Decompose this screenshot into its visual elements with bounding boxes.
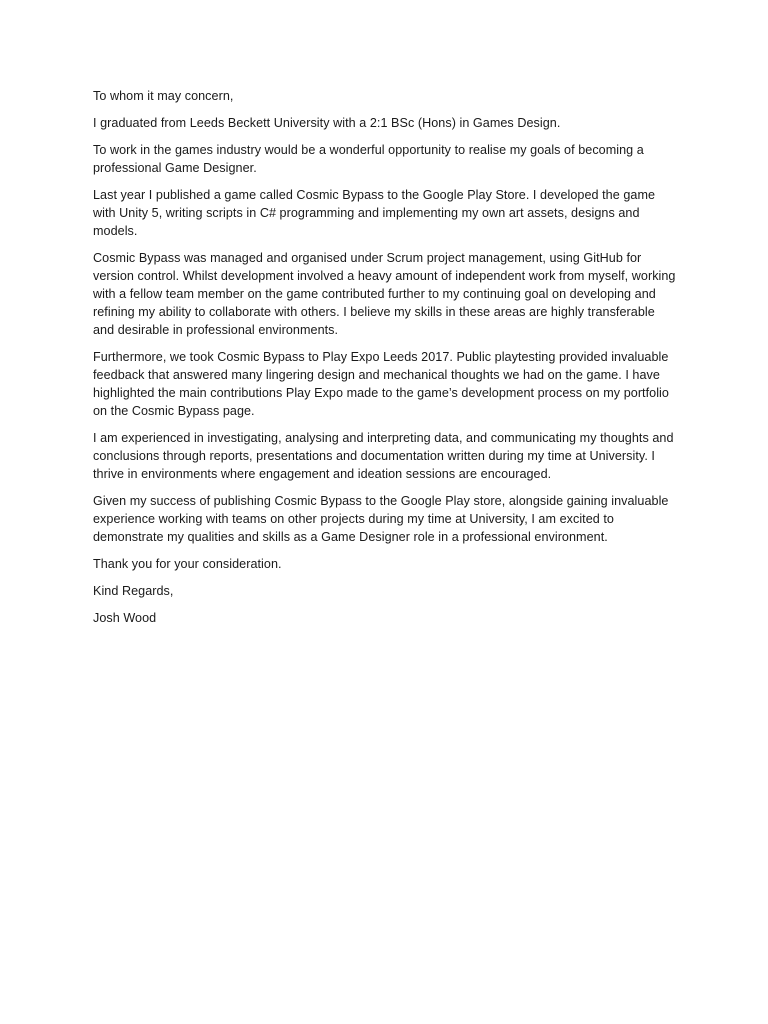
paragraph-experience: I am experienced in investigating, analysing and interpreting data, and communicating my thoughts and conclusions through reports, presentations and documentation written during my time at University. I thrive in environments where engagement and ideation sessions are encouraged.: [93, 431, 674, 481]
paragraph-published-game: Last year I published a game called Cosmic Bypass to the Google Play Store. I developed the game with Unity 5, writing scripts in C# programming and implementing my own art assets, designs and models.: [93, 188, 656, 238]
signature-name: Josh Wood: [93, 611, 157, 625]
thanks-line: Thank you for your consideration.: [93, 557, 282, 571]
paragraph-goal: To work in the games industry would be a wonderful opportunity to realise my goals of becoming a professional Game Designer.: [93, 143, 644, 175]
salutation: To whom it may concern,: [93, 89, 234, 103]
paragraph-play-expo: Furthermore, we took Cosmic Bypass to Play Expo Leeds 2017. Public playtesting provided invaluable feedback that answered many lingering design and mechanical thoughts we had on the game. I have highlighted the main contributions Play Expo made to the game’s development process on my portfolio on the Cosmic Bypass page.: [93, 350, 669, 418]
paragraph-education: I graduated from Leeds Beckett University with a 2:1 BSc (Hons) in Games Design.: [93, 116, 561, 130]
cover-letter: [93, 87, 678, 636]
paragraph-conclusion: Given my success of publishing Cosmic Bypass to the Google Play store, alongside gaining invaluable experience working with teams on other projects during my time at University, I am excited to demonstrate my qualities and skills as a Game Designer role in a professional environment.: [93, 494, 669, 544]
paragraph-project-management: Cosmic Bypass was managed and organised under Scrum project management, using GitHub for version control. Whilst development involved a heavy amount of independent work from myself, working with a fellow team member on the game contributed further to my continuing goal on developing and refining my ability to collaborate with others. I believe my skills in these areas are highly transferable and desirable in professional environments.: [93, 251, 676, 337]
closing-line: Kind Regards,: [93, 584, 174, 598]
